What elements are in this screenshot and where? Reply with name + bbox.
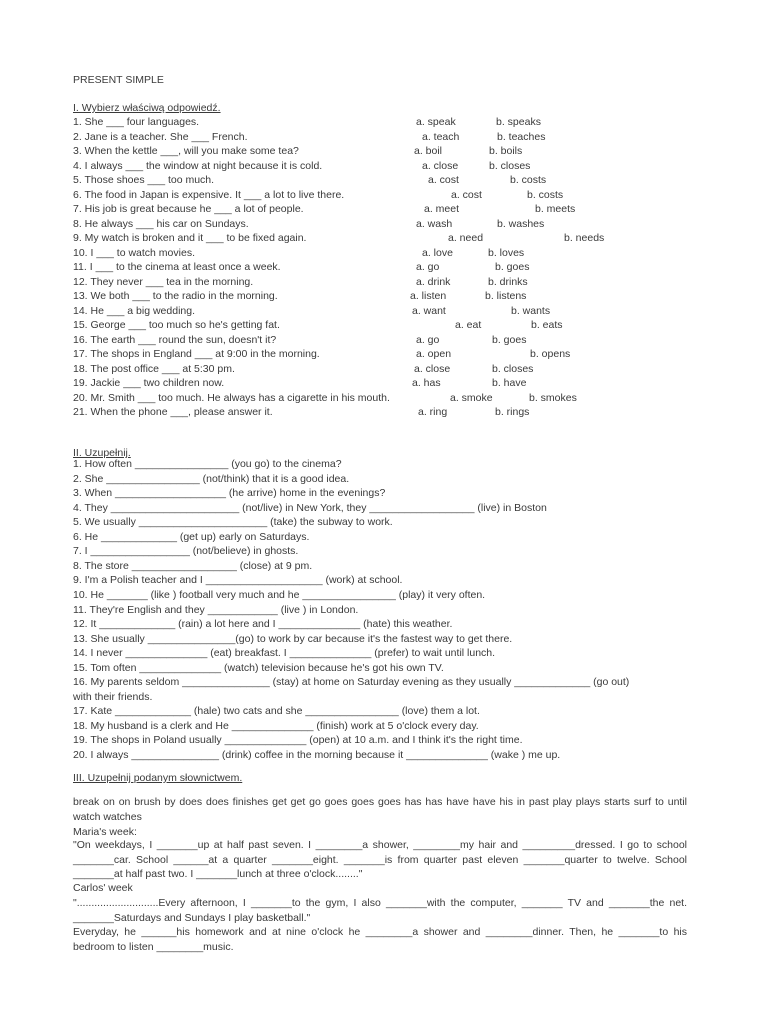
option-b: b. costs: [527, 189, 564, 201]
option-a: a. wash: [416, 218, 453, 230]
section-3-heading: III. Uzupełnij podanym słownictwem.: [73, 772, 243, 784]
fill-in-line: 12. It _____________ (rain) a lot here and I ______________ (hate) this weather.: [73, 618, 453, 630]
carlos-paragraph-2: Everyday, he ______his homework and at nine o'clock he ________a shower and ________dinner. Then, he _______to his bedroom to listen ________music.: [73, 926, 687, 953]
option-a: a. close: [414, 363, 451, 375]
option-a: a. want: [412, 305, 446, 317]
page-title: PRESENT SIMPLE: [73, 74, 164, 86]
option-b: b. teaches: [497, 131, 546, 143]
question-text: 14. He ___ a big wedding.: [73, 305, 196, 317]
option-a: a. meet: [424, 203, 460, 215]
option-a: a. smoke: [450, 392, 493, 404]
fill-in-line: 20. I always _______________ (drink) coffee in the morning because it ______________ (wake ) me up.: [73, 749, 561, 761]
fill-in-line: 9. I'm a Polish teacher and I ____________________ (work) at school.: [73, 574, 403, 586]
option-b: b. drinks: [488, 276, 528, 288]
option-b: b. opens: [530, 348, 571, 360]
maria-paragraph: "On weekdays, I _______up at half past seven. I ________a shower, ________my hair and _________dressed. I go to school _______car. School ______at a quarter _______eight. _______is from quarter past eleven _______quarter to twelve. School _______at half past two. I _______lunch at three o'clock........": [73, 839, 687, 880]
option-b: b. goes: [495, 261, 530, 273]
option-a: a. eat: [455, 319, 482, 331]
section-1-heading: I. Wybierz właściwą odpowiedź.: [73, 102, 221, 114]
question-text: 18. The post office ___ at 5:30 pm.: [73, 363, 235, 375]
option-a: a. ring: [418, 406, 448, 418]
option-b: b. smokes: [529, 392, 577, 404]
option-a: a. listen: [410, 290, 447, 302]
fill-in-line: 18. My husband is a clerk and He ______________ (finish) work at 5 o'clock every day.: [73, 720, 479, 732]
option-a: a. go: [416, 261, 440, 273]
option-a: a. love: [422, 247, 453, 259]
question-text: 20. Mr. Smith ___ too much. He always has a cigarette in his mouth.: [73, 392, 390, 404]
option-b: b. listens: [485, 290, 527, 302]
fill-in-line: 19. The shops in Poland usually ______________ (open) at 10 a.m. and I think it's the right time.: [73, 734, 523, 746]
option-a: a. go: [416, 334, 440, 346]
question-text: 12. They never ___ tea in the morning.: [73, 276, 254, 288]
option-b: b. needs: [564, 232, 605, 244]
question-text: 1. She ___ four languages.: [73, 116, 200, 128]
option-a: a. speak: [416, 116, 456, 128]
option-a: a. cost: [451, 189, 482, 201]
question-text: 9. My watch is broken and it ___ to be fixed again.: [73, 232, 307, 244]
option-a: a. has: [412, 377, 441, 389]
fill-in-line: 3. When ___________________ (he arrive) home in the evenings?: [73, 487, 386, 499]
section-2-heading: II. Uzupełnij.: [73, 447, 131, 459]
question-text: 10. I ___ to watch movies.: [73, 247, 195, 259]
fill-in-line: 7. I _________________ (not/believe) in ghosts.: [73, 545, 299, 557]
fill-in-line: 4. They ______________________ (not/live) in New York, they __________________ (live) in Boston: [73, 502, 547, 514]
question-text: 17. The shops in England ___ at 9:00 in the morning.: [73, 348, 320, 360]
question-text: 8. He always ___ his car on Sundays.: [73, 218, 249, 230]
option-a: a. close: [422, 160, 459, 172]
fill-in-line: 2. She ________________ (not/think) that it is a good idea.: [73, 473, 350, 485]
fill-in-line: 8. The store __________________ (close) at 9 pm.: [73, 560, 313, 572]
question-text: 6. The food in Japan is expensive. It ___ a lot to live there.: [73, 189, 345, 201]
option-a: a. open: [416, 348, 452, 360]
fill-in-line: with their friends.: [73, 691, 153, 703]
option-a: a. boil: [414, 145, 443, 157]
carlos-label: Carlos' week: [73, 882, 133, 894]
option-b: b. loves: [488, 247, 525, 259]
option-b: b. closes: [492, 363, 534, 375]
fill-in-line: 11. They're English and they ____________ (live ) in London.: [73, 604, 359, 616]
question-text: 11. I ___ to the cinema at least once a week.: [73, 261, 281, 273]
option-a: a. cost: [428, 174, 459, 186]
fill-in-line: 6. He _____________ (get up) early on Saturdays.: [73, 531, 310, 543]
fill-in-line: 1. How often ________________ (you go) to the cinema?: [73, 458, 342, 470]
question-text: 15. George ___ too much so he's getting fat.: [73, 319, 280, 331]
option-b: b. goes: [492, 334, 527, 346]
option-b: b. closes: [489, 160, 531, 172]
carlos-paragraph: "............................Every afternoon, I _______to the gym, I also _______with the computer, _______ TV and _______the net. _______Saturdays and Sundays I play basketball.": [73, 897, 687, 924]
question-text: 3. When the kettle ___, will you make some tea?: [73, 145, 299, 157]
option-b: b. eats: [531, 319, 563, 331]
question-text: 21. When the phone ___, please answer it.: [73, 406, 273, 418]
option-b: b. speaks: [496, 116, 541, 128]
option-b: b. washes: [497, 218, 545, 230]
fill-in-line: 16. My parents seldom _______________ (stay) at home on Saturday evening as they usually _____________ (go out): [73, 676, 630, 688]
question-text: 7. His job is great because he ___ a lot of people.: [73, 203, 304, 215]
question-text: 2. Jane is a teacher. She ___ French.: [73, 131, 248, 143]
question-text: 16. The earth ___ round the sun, doesn't it?: [73, 334, 277, 346]
option-a: a. drink: [416, 276, 451, 288]
question-text: 5. Those shoes ___ too much.: [73, 174, 215, 186]
fill-in-line: 13. She usually _______________(go) to work by car because it's the fastest way to get there.: [73, 633, 513, 645]
word-bank: break on on brush by does does finishes get get go goes goes goes has has have have his in past play plays starts surf to until watch watches: [73, 796, 687, 823]
option-b: b. wants: [511, 305, 551, 317]
fill-in-line: 14. I never ______________ (eat) breakfast. I ______________ (prefer) to wait until lunch.: [73, 647, 496, 659]
fill-in-line: 15. Tom often ______________ (watch) television because he's got his own TV.: [73, 662, 444, 674]
question-text: 13. We both ___ to the radio in the morning.: [73, 290, 278, 302]
question-text: 4. I always ___ the window at night because it is cold.: [73, 160, 323, 172]
fill-in-line: 10. He _______ (like ) football very much and he ________________ (play) it very often.: [73, 589, 486, 601]
option-b: b. boils: [489, 145, 523, 157]
maria-label: Maria's week:: [73, 826, 137, 838]
option-a: a. teach: [422, 131, 460, 143]
question-text: 19. Jackie ___ two children now.: [73, 377, 225, 389]
option-b: b. rings: [495, 406, 530, 418]
option-b: b. meets: [535, 203, 576, 215]
option-b: b. costs: [510, 174, 547, 186]
option-b: b. have: [492, 377, 527, 389]
fill-in-line: 5. We usually ______________________ (take) the subway to work.: [73, 516, 393, 528]
fill-in-line: 17. Kate _____________ (hale) two cats and she ________________ (love) them a lot.: [73, 705, 480, 717]
option-a: a. need: [448, 232, 484, 244]
